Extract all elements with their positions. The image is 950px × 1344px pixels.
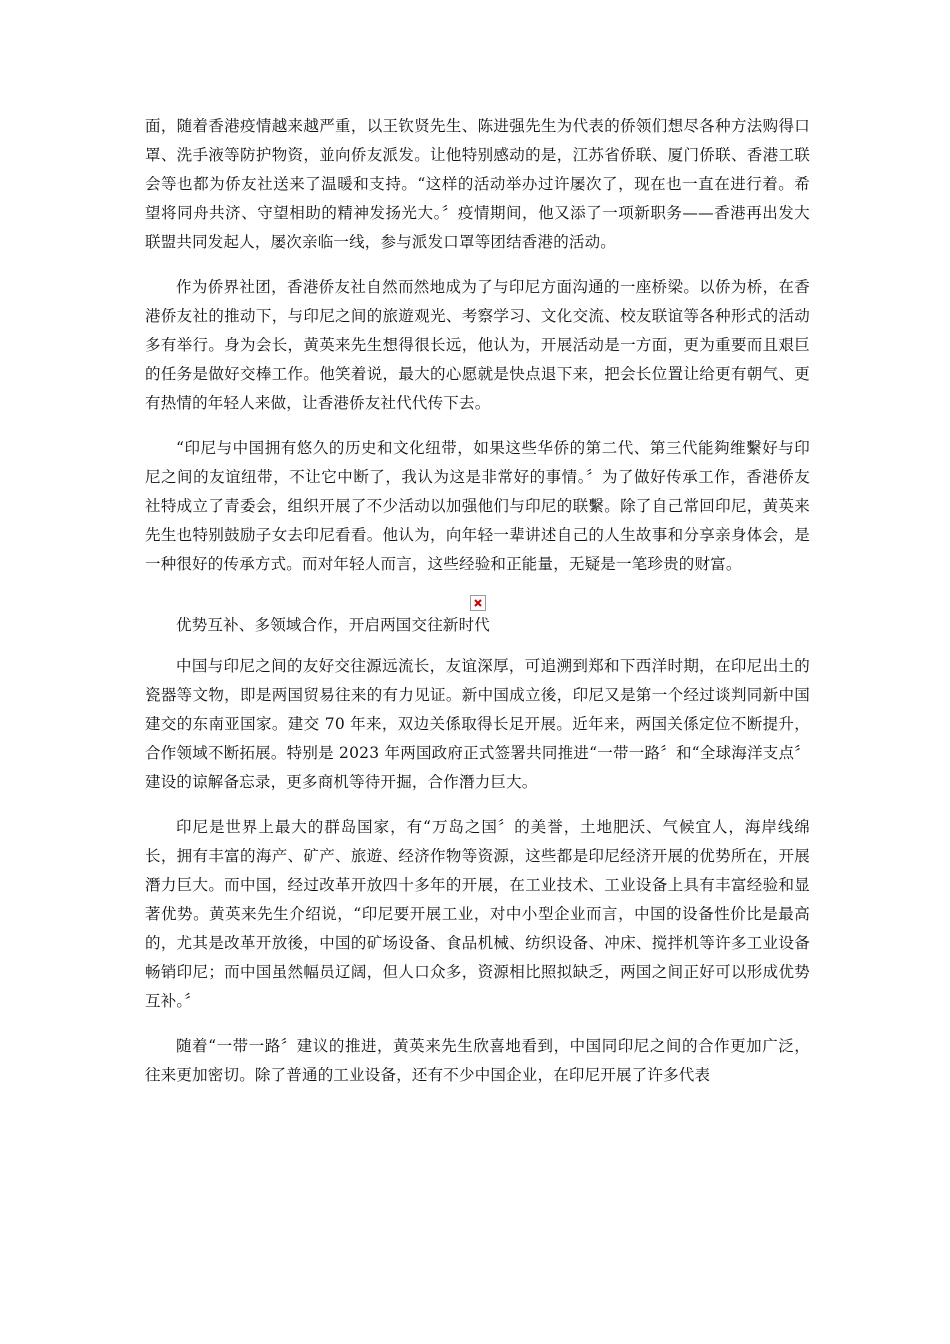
broken-image-icon bbox=[470, 595, 486, 611]
broken-image-x-icon bbox=[472, 597, 484, 609]
section-heading: 优势互补、多领域合作，开启两国交往新时代 bbox=[176, 616, 491, 634]
paragraph-belt-and-road: 随着“一带一路〞建议的推进，黄英来先生欣喜地看到，中国同印尼之间的合作更加广泛，往来更加密切。除了普通的工业设备，还有不少中国企业，在印尼开展了许多代表 bbox=[145, 1037, 810, 1084]
paragraph-history: 中国与印尼之间的友好交往源远流长，友谊深厚，可追溯到郑和下西洋时期，在印尼出土的瓷器等文物，即是两国贸易往来的有力见证。新中国成立後，印尼又是第一个经过谈判同新中国建交的东南亚国家。建交 70 年来，双边关係取得长足开展。近年来，两国关係定位不断提升，合作领域不断拓展。特别是 2023 年两国政府正式签署共同推进“一带一路〞和“全球海洋支点〞建设的谅解备忘录，更多商机等待开掘，合作潛力巨大。 bbox=[145, 657, 810, 791]
paragraph-heritage: “印尼与中国拥有悠久的历史和文化纽带，如果这些华侨的第二代、第三代能夠维繫好与印尼之间的友谊纽带，不让它中断了，我认为这是非常好的事情。〞为了做好传承工作，香港侨友社特成立了青委会，组织开展了不少活动以加强他们与印尼的联繫。除了自己常回印尼，黄英来先生也特别鼓励子女去印尼看看。他认为，向年轻一辈讲述自己的人生故事和分享亲身体会，是一种很好的传承方式。而对年轻人而言，这些经验和正能量，无疑是一笔珍贵的财富。 bbox=[145, 439, 810, 573]
paragraph-complementary-advantages: 印尼是世界上最大的群岛国家，有“万岛之国〞的美誉，土地肥沃、气候宜人，海岸线绵长，拥有丰富的海产、矿产、旅遊、经济作物等资源，这些都是印尼经济开展的优势所在，开展潛力巨大。而中国，经过改革开放四十多年的开展，在工业技术、工业设备上具有丰富经验和显著优势。黄英来先生介绍说，“印尼要开展工业，对中小型企业而言，中国的设备性价比是最高的，尤其是改革开放後，中国的矿场设备、食品机械、纺织设备、冲床、搅拌机等许多工业设备畅销印尼；而中国虽然幅员辽阔，但人口众多，资源相比照拟缺乏，两国之间正好可以形成优势互补。〞 bbox=[145, 818, 810, 1010]
article-body bbox=[145, 112, 810, 1106]
paragraph-epidemic-support: 面，随着香港疫情越来越严重，以王钦贤先生、陈进强先生为代表的侨领们想尽各种方法购得口罩、洗手液等防护物资，並向侨友派发。让他特别感动的是，江苏省侨联、厦门侨联、香港工联会等也都为侨友社送来了温暖和支持。“这样的活动举办过许屡次了，现在也一直在进行着。希望将同舟共济、守望相助的精神发扬光大。〞疫情期间，他又添了一项新职务——香港再出发大联盟共同发起人，屡次亲临一线，参与派发口罩等团结香港的活动。 bbox=[145, 117, 810, 251]
paragraph-bridge-role: 作为侨界社团，香港侨友社自然而然地成为了与印尼方面沟通的一座桥梁。以侨为桥，在香港侨友社的推动下，与印尼之间的旅遊观光、考察学习、文化交流、校友联谊等各种形式的活动多有举行。身为会长，黄英来先生想得很长远，他认为，开展活动是一方面，更为重要而且艰巨的任务是做好交棒工作。他笑着说，最大的心愿就是快点退下来，把会长位置让给更有朝气、更有热情的年轻人来做，让香港侨友社代代传下去。 bbox=[145, 278, 810, 412]
